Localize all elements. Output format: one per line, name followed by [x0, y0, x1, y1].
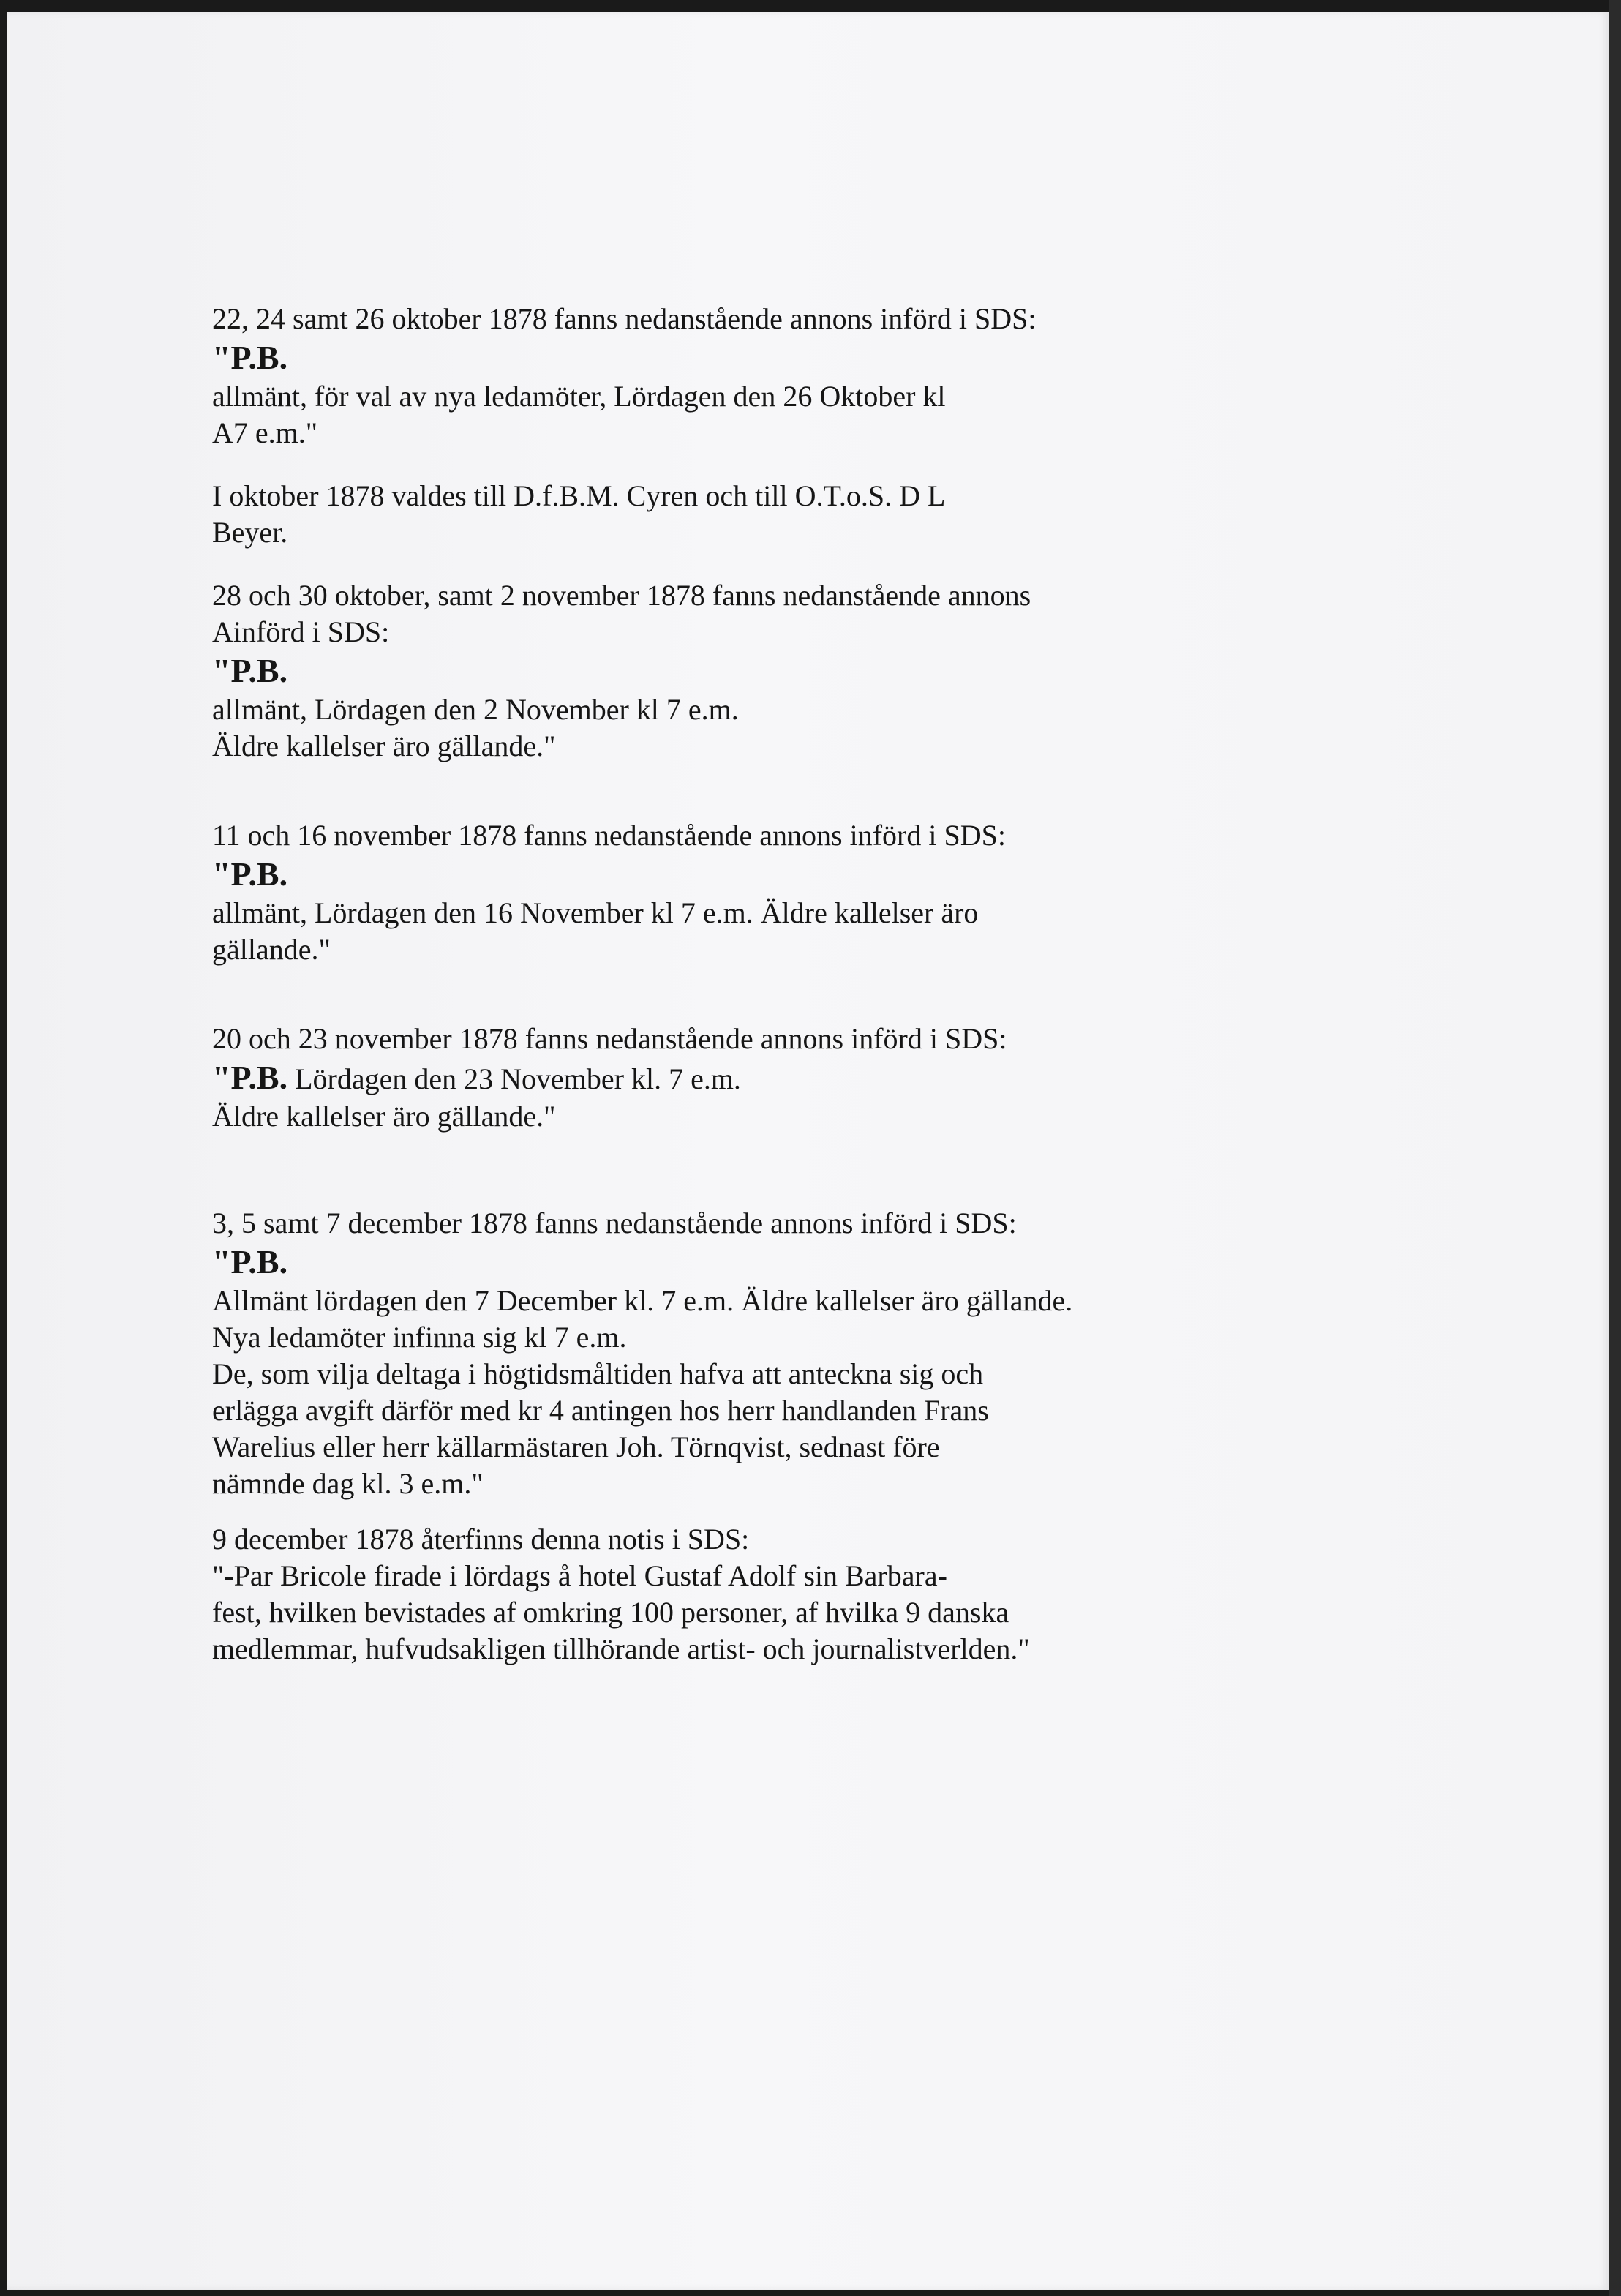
text-line: A7 e.m." [212, 416, 318, 449]
text-line: medlemmar, hufvudsakligen tillhörande artist- och journalistverlden." [212, 1632, 1030, 1665]
text-line-with-pb [212, 1057, 1383, 1098]
text-line: fest, hvilken bevistades af omkring 100 personer, af hvilka 9 danska [212, 1596, 1009, 1629]
text-line: 28 och 30 oktober, samt 2 november 1878 fanns nedanstående annons [212, 579, 1031, 612]
text-fragment: Lördagen den 23 November kl. 7 e.m. [295, 1062, 741, 1095]
text-line: 22, 24 samt 26 oktober 1878 fanns nedanstående annons införd i SDS: [212, 302, 1037, 335]
pb-heading: "P.B. [212, 652, 288, 689]
paragraph-dec-3-annons [212, 1205, 1383, 1502]
text-line: Allmänt lördagen den 7 December kl. 7 e.m. Äldre kallelser äro gällande. [212, 1284, 1073, 1317]
text-line: Warelius eller herr källarmästaren Joh. Törnqvist, sednast före [212, 1430, 940, 1463]
text-line: gällande." [212, 933, 331, 966]
text-line: Beyer. [212, 516, 288, 549]
document-page [7, 12, 1609, 2290]
pb-heading: "P.B. [212, 339, 288, 376]
text-line: 9 december 1878 återfinns denna notis i SDS: [212, 1523, 750, 1556]
paragraph-dec-9-notis [212, 1521, 1383, 1667]
paragraph-oct-28-annons [212, 577, 1383, 765]
text-line: I oktober 1878 valdes till D.f.B.M. Cyren och till O.T.o.S. D L [212, 479, 946, 512]
text-line: erlägga avgift därför med kr 4 antingen hos herr handlanden Frans [212, 1394, 989, 1427]
text-line: Äldre kallelser äro gällande." [212, 729, 556, 762]
paragraph-nov-11-annons [212, 817, 1383, 968]
pb-heading: "P.B. [212, 855, 288, 893]
text-line: allmänt, Lördagen den 16 November kl 7 e.m. Äldre kallelser äro [212, 896, 979, 929]
document-body [212, 301, 1383, 1667]
text-line: De, som vilja deltaga i högtidsmåltiden hafva att anteckna sig och [212, 1357, 984, 1390]
text-line: Äldre kallelser äro gällande." [212, 1100, 556, 1133]
text-line: "-Par Bricole firade i lördags å hotel Gustaf Adolf sin Barbara- [212, 1559, 947, 1592]
pb-heading: "P.B. [212, 1059, 288, 1096]
page-edge [1609, 0, 1621, 2296]
text-line: nämnde dag kl. 3 e.m." [212, 1467, 484, 1500]
paragraph-nov-20-annons [212, 1021, 1383, 1135]
text-line: allmänt, för val av nya ledamöter, Lördagen den 26 Oktober kl [212, 380, 946, 413]
text-line: 3, 5 samt 7 december 1878 fanns nedanstående annons införd i SDS: [212, 1207, 1017, 1239]
text-line: allmänt, Lördagen den 2 November kl 7 e.m. [212, 693, 739, 726]
paragraph-oct-22-annons [212, 301, 1383, 451]
pb-heading: "P.B. [212, 1243, 288, 1280]
text-line: 20 och 23 november 1878 fanns nedanstående annons införd i SDS: [212, 1022, 1007, 1055]
text-line: Nya ledamöter infinna sig kl 7 e.m. [212, 1321, 627, 1354]
text-line: Ainförd i SDS: [212, 615, 390, 648]
paragraph-oct-val [212, 478, 1383, 551]
text-line: 11 och 16 november 1878 fanns nedanstående annons införd i SDS: [212, 819, 1006, 852]
